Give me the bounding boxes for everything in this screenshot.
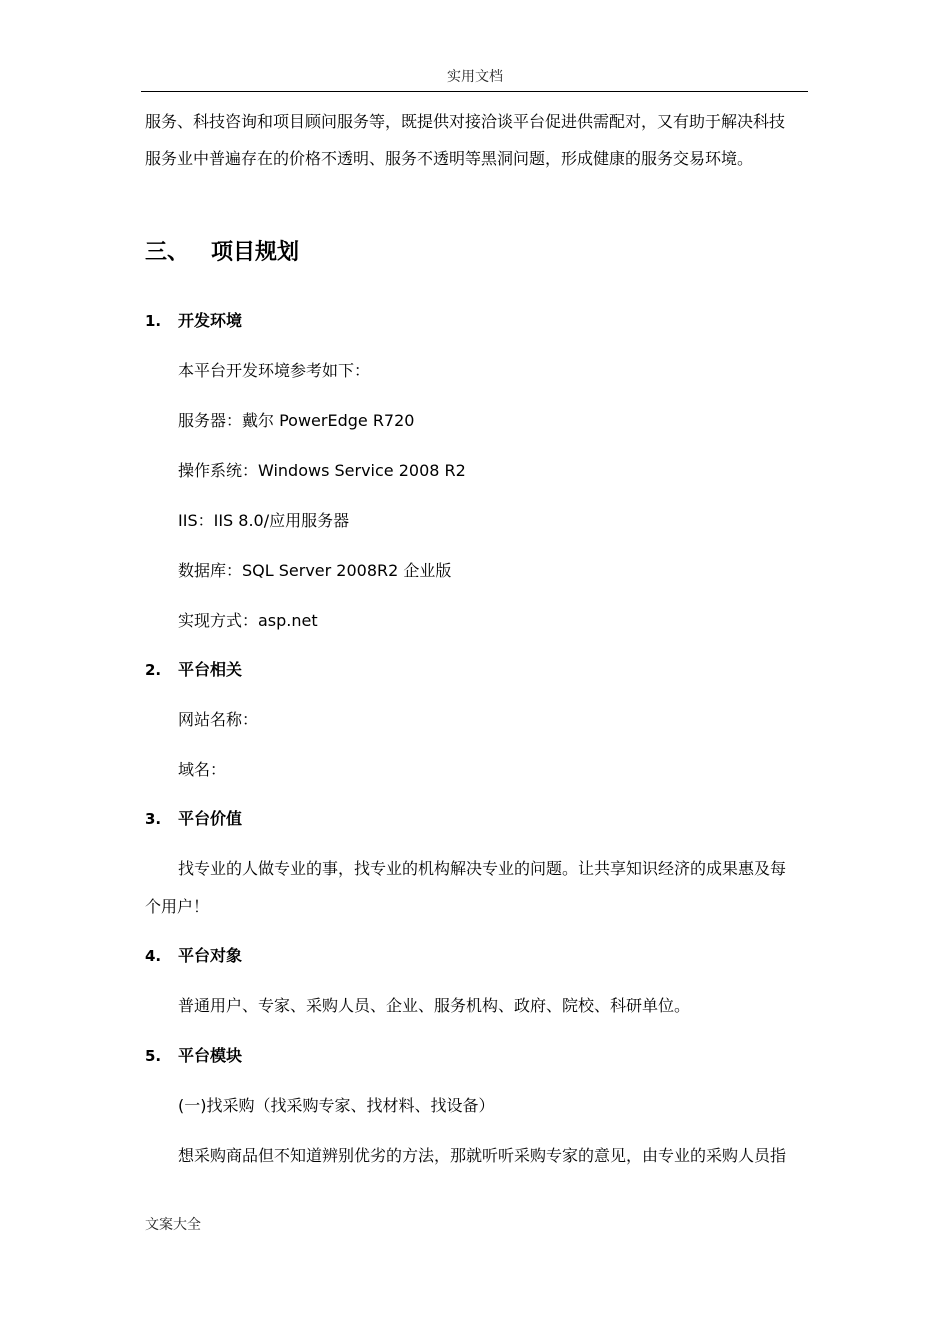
item-5-line-2: 想采购商品但不知道辨别优劣的方法，那就听听采购专家的意见，由专业的采购人员指: [178, 1146, 787, 1165]
intro-line-1: 服务、科技咨询和项目顾问服务等，既提供对接洽谈平台促进供需配对，又有助于解决科技: [145, 112, 786, 131]
item-5-title: 平台模块: [178, 1046, 243, 1065]
item-1-line-2: 服务器：戴尔 PowerEdge R720: [178, 411, 415, 430]
item-1-line-6: 实现方式：asp.net: [178, 611, 318, 630]
item-1-line-4: IIS：IIS 8.0/应用服务器: [178, 511, 350, 530]
item-1-title: 开发环境: [178, 311, 243, 330]
header-divider: [141, 91, 808, 92]
section-title: 项目规划: [211, 240, 300, 265]
item-5-line-1: (一)找采购（找采购专家、找材料、找设备）: [178, 1096, 495, 1115]
page-header-title: 实用文档: [447, 69, 503, 85]
item-2-title: 平台相关: [178, 660, 243, 679]
item-3-title: 平台价值: [178, 809, 243, 828]
item-2-line-1: 网站名称：: [178, 710, 259, 729]
item-1-number: 1.: [145, 312, 162, 330]
item-4-number: 4.: [145, 947, 162, 965]
item-2-line-2: 域名：: [178, 760, 227, 779]
item-3-para-line-2: 个用户！: [145, 897, 210, 916]
section-number: 三、: [145, 240, 190, 265]
item-2-number: 2.: [145, 661, 162, 679]
item-4-line-1: 普通用户、专家、采购人员、企业、服务机构、政府、院校、科研单位。: [178, 996, 691, 1015]
page-footer-text: 文案大全: [145, 1217, 201, 1233]
intro-line-2: 服务业中普遍存在的价格不透明、服务不透明等黑洞问题，形成健康的服务交易环境。: [145, 149, 754, 168]
item-3-number: 3.: [145, 810, 162, 828]
item-5-number: 5.: [145, 1047, 162, 1065]
item-4-title: 平台对象: [178, 946, 243, 965]
item-1-line-3: 操作系统：Windows Service 2008 R2: [178, 461, 466, 480]
item-1-line-1: 本平台开发环境参考如下：: [178, 361, 371, 380]
item-3-para-line-1: 找专业的人做专业的事，找专业的机构解决专业的问题。让共享知识经济的成果惠及每: [178, 859, 787, 878]
item-1-line-5: 数据库：SQL Server 2008R2 企业版: [178, 561, 452, 580]
